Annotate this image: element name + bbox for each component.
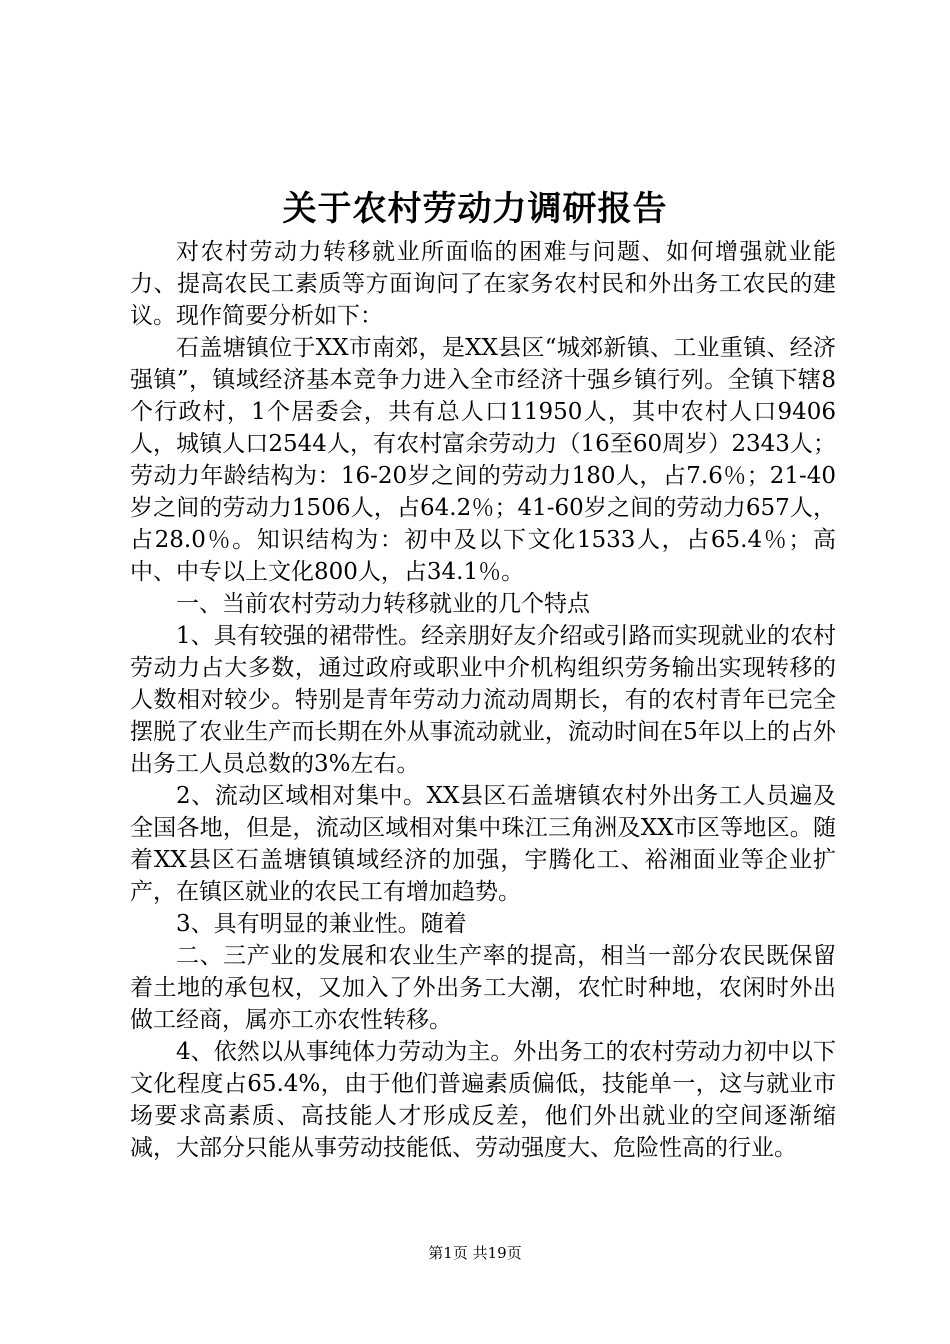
page-number-footer: 第1页 共19页: [428, 1244, 522, 1262]
paragraph-feature-2: 2、流动区域相对集中。XX县区石盖塘镇农村外出务工人员遍及全国各地，但是，流动区域相对集中珠江三角洲及XX市区等地区。随着XX县区石盖塘镇镇域经济的加强，宇腾化工、裕湘面业等企业扩产，在镇区就业的农民工有增加趋势。: [130, 783, 836, 905]
paragraph-feature-3-continued: 二、三产业的发展和农业生产率的提高，相当一部分农民既保留着土地的承包权，又加入了外出务工大潮，农忙时种地，农闲时外出做工经商，属亦工亦农性转移。: [130, 943, 836, 1033]
paragraph-town-overview: 石盖塘镇位于XX市南郊，是XX县区“城郊新镇、工业重镇、经济强镇”，镇域经济基本竞争力进入全市经济十强乡镇行列。全镇下辖8个行政村，1个居委会，共有总人口11950人，其中农村人口9406人，城镇人口2544人，有农村富余劳动力（16至60周岁）2343人；劳动力年龄结构为：16-20岁之间的劳动力180人，占7.6％；21-40岁之间的劳动力1506人，占64.2％；41-60岁之间的劳动力657人，占28.0％。知识结构为：初中及以下文化1533人，占65.4％；高中、中专以上文化800人，占34.1％。: [130, 335, 836, 585]
document-body: [130, 236, 836, 1164]
section-heading-features: 一、当前农村劳动力转移就业的几个特点: [176, 591, 590, 617]
paragraph-intro: 对农村劳动力转移就业所面临的困难与问题、如何增强就业能力、提高农民工素质等方面询问了在家务农村民和外出务工农民的建议。现作简要分析如下：: [130, 239, 836, 329]
paragraph-feature-3: 3、具有明显的兼业性。随着: [176, 911, 467, 937]
paragraph-feature-1: 1、具有较强的裙带性。经亲朋好友介绍或引路而实现就业的农村劳动力占大多数，通过政府或职业中介机构组织劳务输出实现转移的人数相对较少。特别是青年劳动力流动周期长，有的农村青年已完全摆脱了农业生产而长期在外从事流动就业，流动时间在5年以上的占外出务工人员总数的3%左右。: [130, 623, 836, 777]
paragraph-feature-4: 4、依然以从事纯体力劳动为主。外出务工的农村劳动力初中以下文化程度占65.4%，由于他们普遍素质偏低，技能单一，这与就业市场要求高素质、高技能人才形成反差，他们外出就业的空间逐渐缩减，大部分只能从事劳动技能低、劳动强度大、危险性高的行业。: [130, 1039, 836, 1161]
document-title: 关于农村劳动力调研报告: [282, 189, 668, 229]
